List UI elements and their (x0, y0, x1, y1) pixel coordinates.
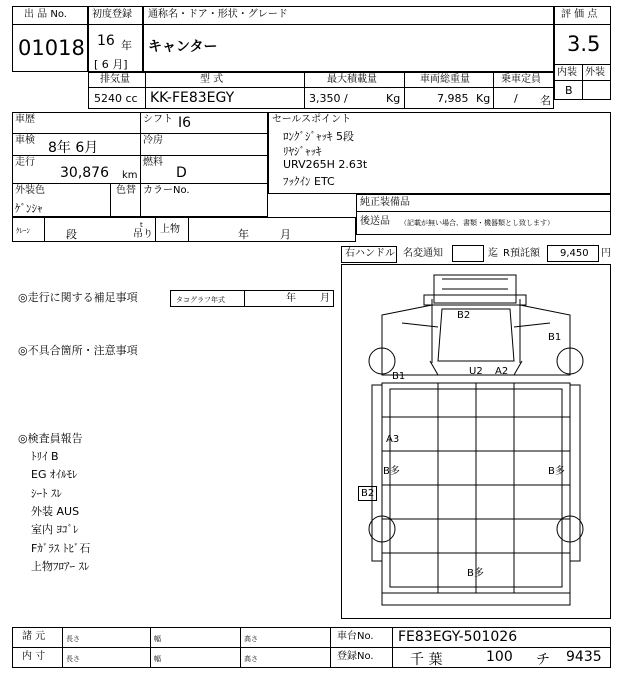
height-label: 高さ (244, 655, 258, 663)
crane-stage: 段 (66, 228, 77, 241)
inspector-line: EG ｵｲﾙﾓﾚ (31, 468, 78, 481)
steering: 右ハンドル (345, 248, 395, 259)
gross-weight-unit: Kg (476, 92, 491, 105)
width-label: 幅 (154, 655, 161, 663)
mileage-label: 走行 (15, 157, 35, 168)
damage-mark-a2: A2 (495, 366, 509, 377)
registration-area: 千 葉 (410, 652, 443, 668)
mileage-value: 30,876 (60, 165, 109, 181)
capacity-label: 乗車定員 (501, 74, 541, 85)
damage-mark-b1-left: B1 (392, 371, 406, 382)
inspector-line: 外装 AUS (31, 505, 80, 518)
car-name: キャンター (148, 39, 218, 55)
sales-point-line: ﾌｯｸｲﾝ ETC (283, 175, 335, 188)
first-registration-label: 初度登録 (92, 9, 132, 20)
registration-label: 登録No. (337, 651, 374, 662)
fuel-label: 燃料 (143, 157, 163, 168)
damage-mark-b-many-rear: B多 (467, 568, 484, 579)
max-load-unit: Kg (386, 92, 401, 105)
history-label: 車歴 (15, 114, 35, 125)
length-label: 長さ (66, 635, 80, 643)
specs-label: 諸 元 (22, 631, 46, 642)
first-registration-month: [ 6 月] (94, 58, 128, 71)
exterior-grade-cell (582, 80, 611, 100)
aftermarket-note: （記載が無い場合、書類・機器類とし致します） (400, 219, 554, 227)
tachograph-year: 年 (286, 293, 296, 304)
sales-point-line: URV265H 2.63t (283, 158, 368, 171)
crane-label: ｸﾚｰﾝ (16, 227, 30, 235)
max-load-label: 最大積載量 (327, 74, 377, 85)
tachograph-month: 月 (320, 293, 330, 304)
upper-label: 上物 (160, 224, 180, 235)
score: 3.5 (567, 32, 601, 56)
max-load: 3,350 / (309, 92, 348, 105)
sales-points-label: セールスポイント (272, 114, 352, 125)
color-change-label: 色替 (116, 185, 136, 196)
exterior-label: 外装 (585, 67, 605, 78)
tachograph-label: タコグラフ年式 (176, 296, 225, 304)
crane-row (12, 217, 356, 242)
score-label: 評 価 点 (561, 9, 598, 20)
deadline-label: 迄 (488, 248, 498, 259)
mileage-unit: km (122, 170, 138, 181)
capacity-unit: 名 (540, 94, 551, 107)
capacity: / (514, 92, 518, 105)
name-change-box (452, 245, 484, 262)
defects-label: ◎不具合箇所・注意事項 (18, 344, 138, 357)
inspector-line: ｼｰﾄ ｽﾚ (31, 487, 62, 500)
damage-mark-u2: U2 (469, 366, 483, 377)
color-label: 外装色 (15, 185, 45, 196)
inspector-line: Fｶﾞﾗｽ ﾄﾋﾞ石 (31, 542, 91, 555)
inspector-report-label: ◎検査員報告 (18, 432, 83, 445)
aircon-label: 冷房 (143, 135, 163, 146)
crane-hoist: 吊り (133, 229, 153, 240)
fuel-value: D (176, 165, 187, 181)
lot-number-label: 出 品 No. (24, 9, 67, 20)
gross-weight-label: 車両総重量 (420, 74, 470, 85)
registration-class: 100 (486, 649, 513, 665)
crane-ton: t (140, 221, 143, 229)
dims-label: 内 寸 (22, 651, 46, 662)
shift-label: シフト (143, 114, 173, 125)
lot-number: 01018 (18, 36, 85, 60)
registration-kana: チ (536, 652, 550, 668)
damage-mark-b1-right: B1 (548, 332, 562, 343)
color-number-label: カラーNo. (143, 185, 190, 196)
upper-year: 年 (238, 228, 249, 241)
model-label: 型 式 (200, 74, 224, 85)
recycle-unit: 円 (601, 248, 611, 259)
year-unit: 年 (121, 39, 132, 52)
chassis-label: 車台No. (337, 631, 374, 642)
model-label-cell (145, 72, 305, 88)
inspector-line: ﾄﾘｲ B (31, 450, 59, 463)
width-label: 幅 (154, 635, 161, 643)
chassis-number: FE83EGY-501026 (398, 629, 518, 645)
interior-label: 内装 (557, 67, 577, 78)
car-name-label: 通称名・ドア・形状・グレード (148, 9, 288, 20)
displacement: 5240 cc (94, 92, 138, 105)
inspection-label: 車検 (15, 135, 35, 146)
shift-value: I6 (178, 115, 192, 131)
genuine-equipment-label: 純正装備品 (360, 197, 410, 208)
color-value: ｹﾞﾝｼｬ (15, 202, 43, 215)
sales-point-line: ﾘﾔｼﾞｬｯｷ (283, 145, 322, 158)
driving-notes-label: ◎走行に関する補足事項 (18, 291, 138, 304)
upper-month: 月 (280, 228, 291, 241)
inspector-line: 室内 ﾖｺﾞﾚ (31, 523, 79, 536)
inspection-value: 8年 6月 (48, 140, 99, 156)
registration-number: 9435 (566, 649, 602, 665)
sales-point-line: ﾛﾝｸﾞｼﾞｬｯｷ 5段 (283, 130, 354, 143)
first-registration-year: 16 (97, 33, 115, 49)
gross-weight: 7,985 (437, 92, 469, 105)
aftermarket-label: 後送品 (360, 216, 390, 227)
inspector-line: 上物ﾌﾛｱｰ ｽﾚ (31, 560, 90, 573)
vehicle-diagram (341, 264, 611, 619)
name-change-label: 名変通知 (403, 248, 443, 259)
length-label: 長さ (66, 655, 80, 663)
damage-mark-a3: A3 (386, 434, 400, 445)
height-label: 高さ (244, 635, 258, 643)
damage-mark-b2-side: B2 (361, 488, 375, 499)
recycle-label: R預託額 (503, 248, 540, 259)
truck-outline-svg (342, 265, 610, 618)
recycle-amount: 9,450 (560, 248, 589, 259)
damage-mark-b-many-right: B多 (548, 466, 565, 477)
interior-grade: B (565, 84, 573, 97)
damage-mark-b2-top: B2 (457, 310, 471, 321)
damage-mark-b-many-left: B多 (383, 466, 400, 477)
displacement-label: 排気量 (100, 74, 130, 85)
model: KK-FE83EGY (150, 90, 235, 106)
